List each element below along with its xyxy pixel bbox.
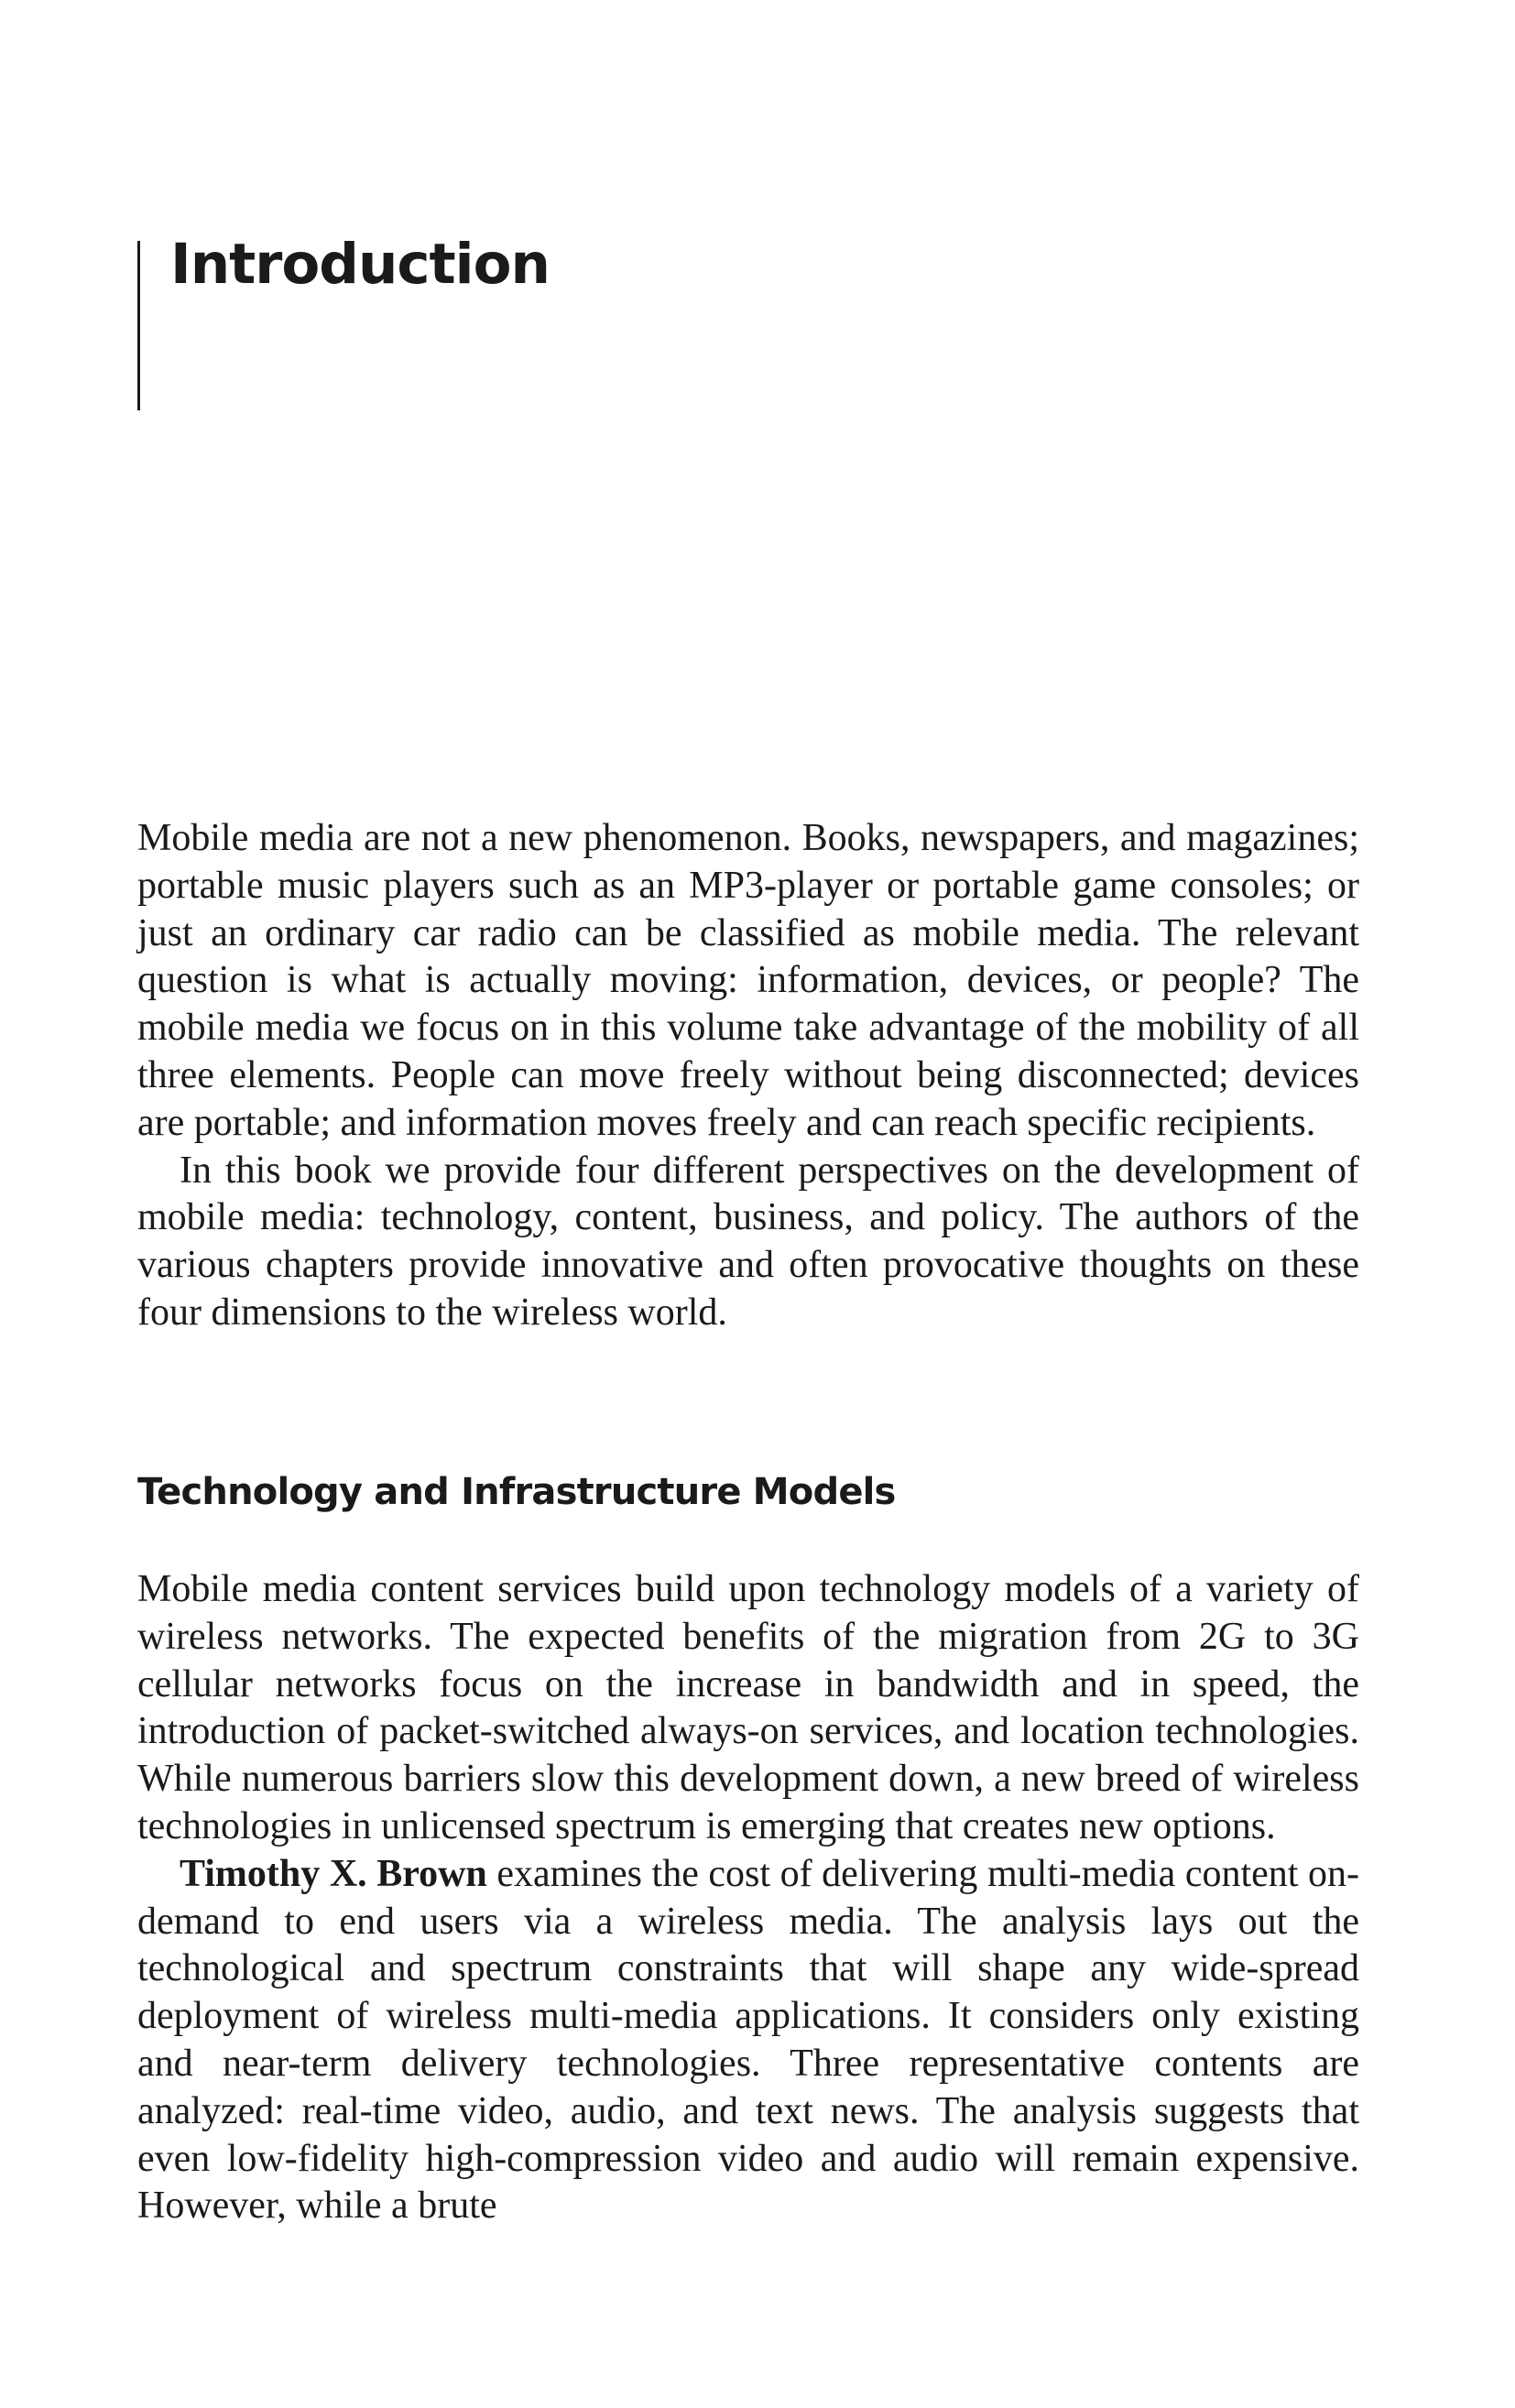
technology-paragraph-2 (137, 1851, 1359, 2230)
intro-paragraph-2: In this book we provide four different perspectives on the development of mobile media: technology, content, business, and policy. The authors of the various chapters provide innovative and often provocative thoughts on these four dimensions to the wireless world. (137, 1149, 1359, 1334)
intro-section (137, 815, 1359, 1337)
chapter-title-rule (137, 241, 140, 410)
author-name: Timothy X. Brown (180, 1852, 487, 1895)
section-heading: Technology and Infrastructure Models (137, 1471, 896, 1513)
technology-paragraph-2-text: examines the cost of delivering multi-media content on-demand to end users via a wireless media. The analysis lays out the technological and spectrum constraints that will shape any wide-spread deployment of wireless multi-media applications. It considers only existing and near-term delivery technologies. Three representative contents are analyzed: real-time video, audio, and text news. The analysis suggests that even low-fidelity high-compression video and audio will remain expensive. However, while a brute (137, 1852, 1359, 2228)
intro-paragraph-1: Mobile media are not a new phenomenon. Books, newspapers, and magazines; portable music players such as an MP3-player or portable game consoles; or just an ordinary car radio can be classified as mobile media. The relevant question is what is actually moving: information, devices, or people? The mobile media we focus on in this volume take advantage of the mobility of all three elements. People can move freely without being disconnected; devices are portable; and information moves freely and can reach specific recipients. (137, 817, 1359, 1144)
technology-paragraph-1: Mobile media content services build upon technology models of a variety of wireless networks. The expected benefits of the migration from 2G to 3G cellular networks focus on the increase in bandwidth and in speed, the introduction of packet-switched always-on services, and location technologies. While numerous barriers slow this development down, a new breed of wireless technologies in unlicensed spectrum is emerging that creates new options. (137, 1568, 1359, 1847)
technology-section (137, 1470, 1359, 2230)
chapter-title: Introduction (170, 232, 550, 297)
